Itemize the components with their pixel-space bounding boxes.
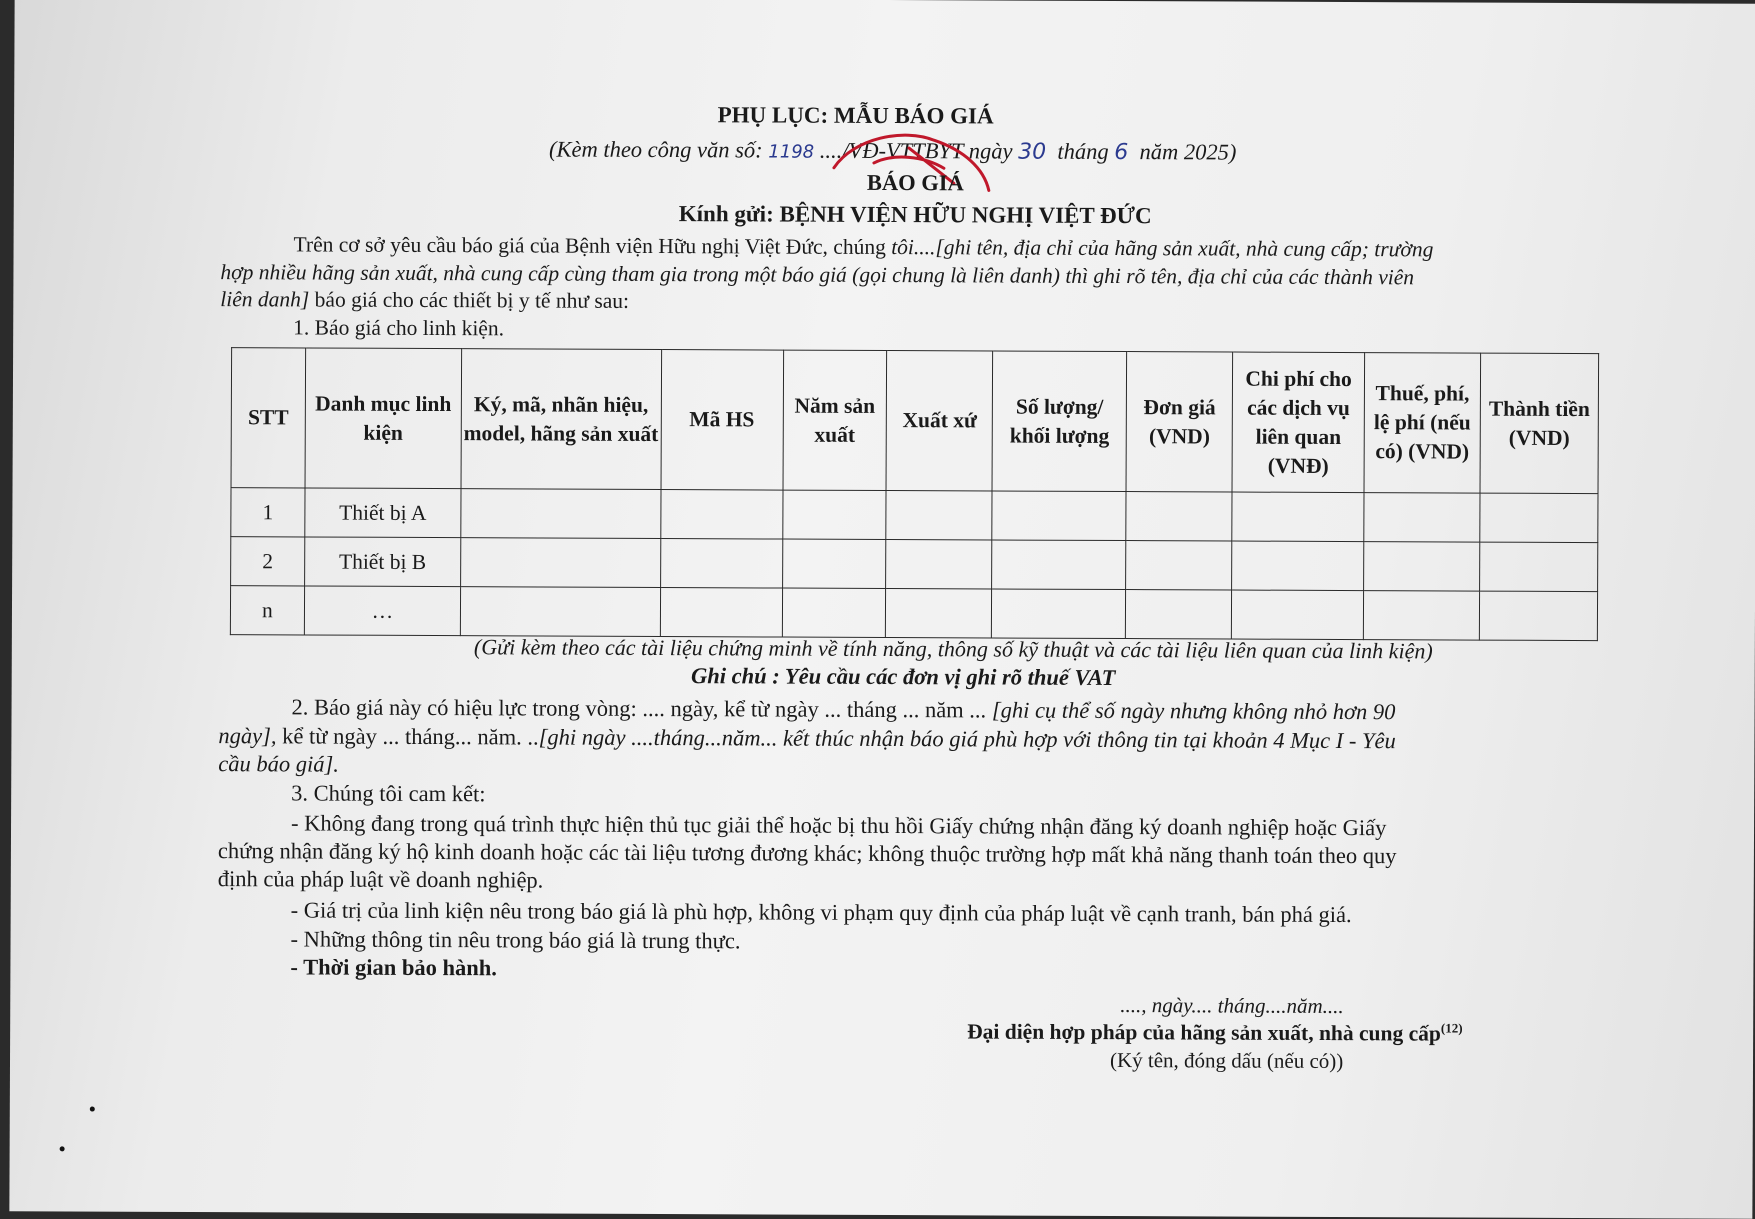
cell-empty (1126, 541, 1232, 590)
header-origin: Xuất xứ (886, 351, 993, 491)
cell-empty (992, 540, 1126, 590)
ink-speck (60, 1146, 65, 1151)
representative-text: Đại diện hợp pháp của hãng sản xuất, nhà cung cấp (967, 1019, 1441, 1046)
cell-empty (660, 490, 782, 540)
table-row (231, 537, 1598, 592)
signature-date-line: ...., ngày.... tháng....năm.... (1120, 993, 1344, 1019)
cell-item: Thiết bị A (305, 488, 461, 538)
intro-text-end: báo giá cho các thiết bị y tế như sau: (314, 287, 630, 313)
cell-empty (1480, 493, 1598, 543)
cell-empty (1364, 493, 1480, 543)
cell-empty (460, 587, 660, 637)
intro-line-2: hợp nhiều hãng sản xuất, nhà cung cấp cùng tham gia trong một báo giá (gọi chung là liên danh) thì ghi rõ tên, địa chỉ của các thành viên (220, 260, 1415, 290)
table-header-row (231, 348, 1599, 494)
document-page (9, 0, 1755, 1219)
header-year: Năm sản xuất (783, 350, 888, 490)
cell-empty (1480, 542, 1598, 592)
section-1-title: 1. Báo giá cho linh kiện. (293, 315, 505, 341)
cell-empty (782, 539, 886, 588)
commitment-3: - Những thông tin nêu trong báo giá là trung thực. (290, 926, 741, 954)
header-service-cost: Chi phí cho các dịch vụ liên quan (VNĐ) (1232, 352, 1365, 493)
document-title: BÁO GIÁ (866, 169, 964, 196)
cell-item: Thiết bị B (305, 537, 461, 587)
reference-month-label: tháng (1057, 138, 1109, 164)
validity-italic: [ghi cụ thể số ngày nhưng không nhỏ hơn 90 (991, 697, 1396, 725)
cell-empty (660, 539, 782, 589)
table-row (231, 488, 1598, 543)
cell-stt: 1 (231, 488, 305, 537)
section-2-line-1 (292, 694, 1396, 725)
cell-empty (1232, 590, 1364, 640)
cell-empty (992, 491, 1126, 541)
header-hs-code: Mã HS (661, 350, 783, 491)
commitment-1-line-1: - Không đang trong quá trình thực hiện thủ tục giải thể hoặc bị thu hồi Giấy chứng nhận đăng ký doanh nghiệp hoặc Giấy (290, 810, 1387, 841)
header-item: Danh mục linh kiện (305, 348, 461, 489)
attachment-note: (Gửi kèm theo các tài liệu chứng minh về tính năng, thông số kỹ thuật và các tài liệu liên quan của linh kiện) (473, 634, 1433, 664)
cell-empty (992, 589, 1126, 639)
intro-line-1 (294, 232, 1434, 262)
reference-middle: ..../VĐ-VTTBYT ngày (819, 137, 1013, 164)
cell-empty (782, 588, 886, 637)
validity-italic-b: [ghi ngày ....tháng...năm... kết thúc nhận báo giá phù hợp với thông tin tại khoản 4 Mục I - Yêu (538, 724, 1396, 754)
cell-empty (1364, 542, 1480, 592)
commitment-4: - Thời gian bảo hành. (290, 954, 497, 981)
appendix-title: PHỤ LỤC: MẪU BÁO GIÁ (717, 102, 994, 129)
header-quantity: Số lượng/ khối lượng (992, 351, 1127, 492)
reference-day: 30 (1018, 139, 1047, 165)
cell-empty (1126, 590, 1232, 639)
cell-empty (782, 490, 886, 539)
section-2-line-3: cầu báo giá]. (218, 751, 339, 777)
header-unit-price: Đơn giá (VND) (1126, 352, 1233, 492)
header-tax: Thuế, phí, lệ phí (nếu có) (VND) (1364, 353, 1481, 494)
representative-footnote: (12) (1440, 1020, 1463, 1036)
commitment-1-line-3: định của pháp luật về doanh nghiệp. (217, 866, 544, 893)
cell-empty (1232, 541, 1364, 591)
cell-empty (1363, 591, 1479, 641)
reference-year: năm 2025) (1139, 139, 1237, 165)
cell-empty (886, 540, 992, 589)
commitment-2: - Giá trị của linh kiện nêu trong báo giá là phù hợp, không vi phạm quy định của pháp luật về cạnh tranh, bán phá giá. (290, 897, 1352, 928)
cell-empty (461, 489, 661, 539)
cell-item: … (304, 586, 460, 636)
section-3-title: 3. Chúng tôi cam kết: (291, 780, 486, 807)
intro-text: Trên cơ sở yêu cầu báo giá của Bệnh viện Hữu nghị Việt Đức, chúng (293, 232, 886, 260)
validity-text-b: kể từ ngày ... tháng... năm. .. (282, 723, 539, 750)
cell-empty (1232, 492, 1364, 542)
cell-empty (460, 538, 660, 588)
cell-empty (660, 588, 782, 638)
cell-empty (886, 589, 992, 638)
validity-italic-a: ngày], (218, 723, 277, 749)
quote-table (230, 347, 1599, 641)
header-stt: STT (231, 348, 306, 488)
intro-line-3 (220, 287, 629, 314)
reference-month: 6 (1114, 140, 1129, 166)
intro-italic: tôi....[ghi tên, địa chỉ của hãng sản xuất, nhà cung cấp; trường (891, 235, 1434, 262)
reference-number: 1198 (768, 141, 815, 163)
vat-note: Ghi chú : Yêu cầu các đơn vị ghi rõ thuế VAT (690, 663, 1116, 691)
table-row (230, 586, 1597, 641)
ink-speck (90, 1107, 95, 1112)
header-total: Thành tiền (VND) (1480, 353, 1599, 494)
intro-italic-end: liên danh] (220, 287, 310, 312)
signature-note: (Ký tên, đóng dấu (nếu có)) (1109, 1047, 1344, 1074)
signature-representative (967, 1018, 1463, 1046)
cell-stt: n (230, 586, 304, 635)
section-2-line-2 (218, 723, 1395, 754)
cell-empty (1479, 591, 1597, 641)
recipient-line: Kính gửi: BỆNH VIỆN HỮU NGHỊ VIỆT ĐỨC (678, 201, 1152, 229)
cell-empty (1126, 492, 1232, 541)
validity-text: 2. Báo giá này có hiệu lực trong vòng: .... ngày, kể từ ngày ... tháng ... năm ... (291, 694, 987, 723)
header-brand-model: Ký, mã, nhãn hiệu, model, hãng sản xuất (461, 349, 661, 490)
commitment-1-line-2: chứng nhận đăng ký hộ kinh doanh hoặc các tài liệu tương đương khác; không thuộc trường hợp mất khả năng thanh toán theo quy (217, 838, 1397, 869)
cell-empty (886, 491, 992, 540)
cell-stt: 2 (231, 537, 305, 586)
reference-prefix: (Kèm theo công văn số: (548, 136, 763, 163)
